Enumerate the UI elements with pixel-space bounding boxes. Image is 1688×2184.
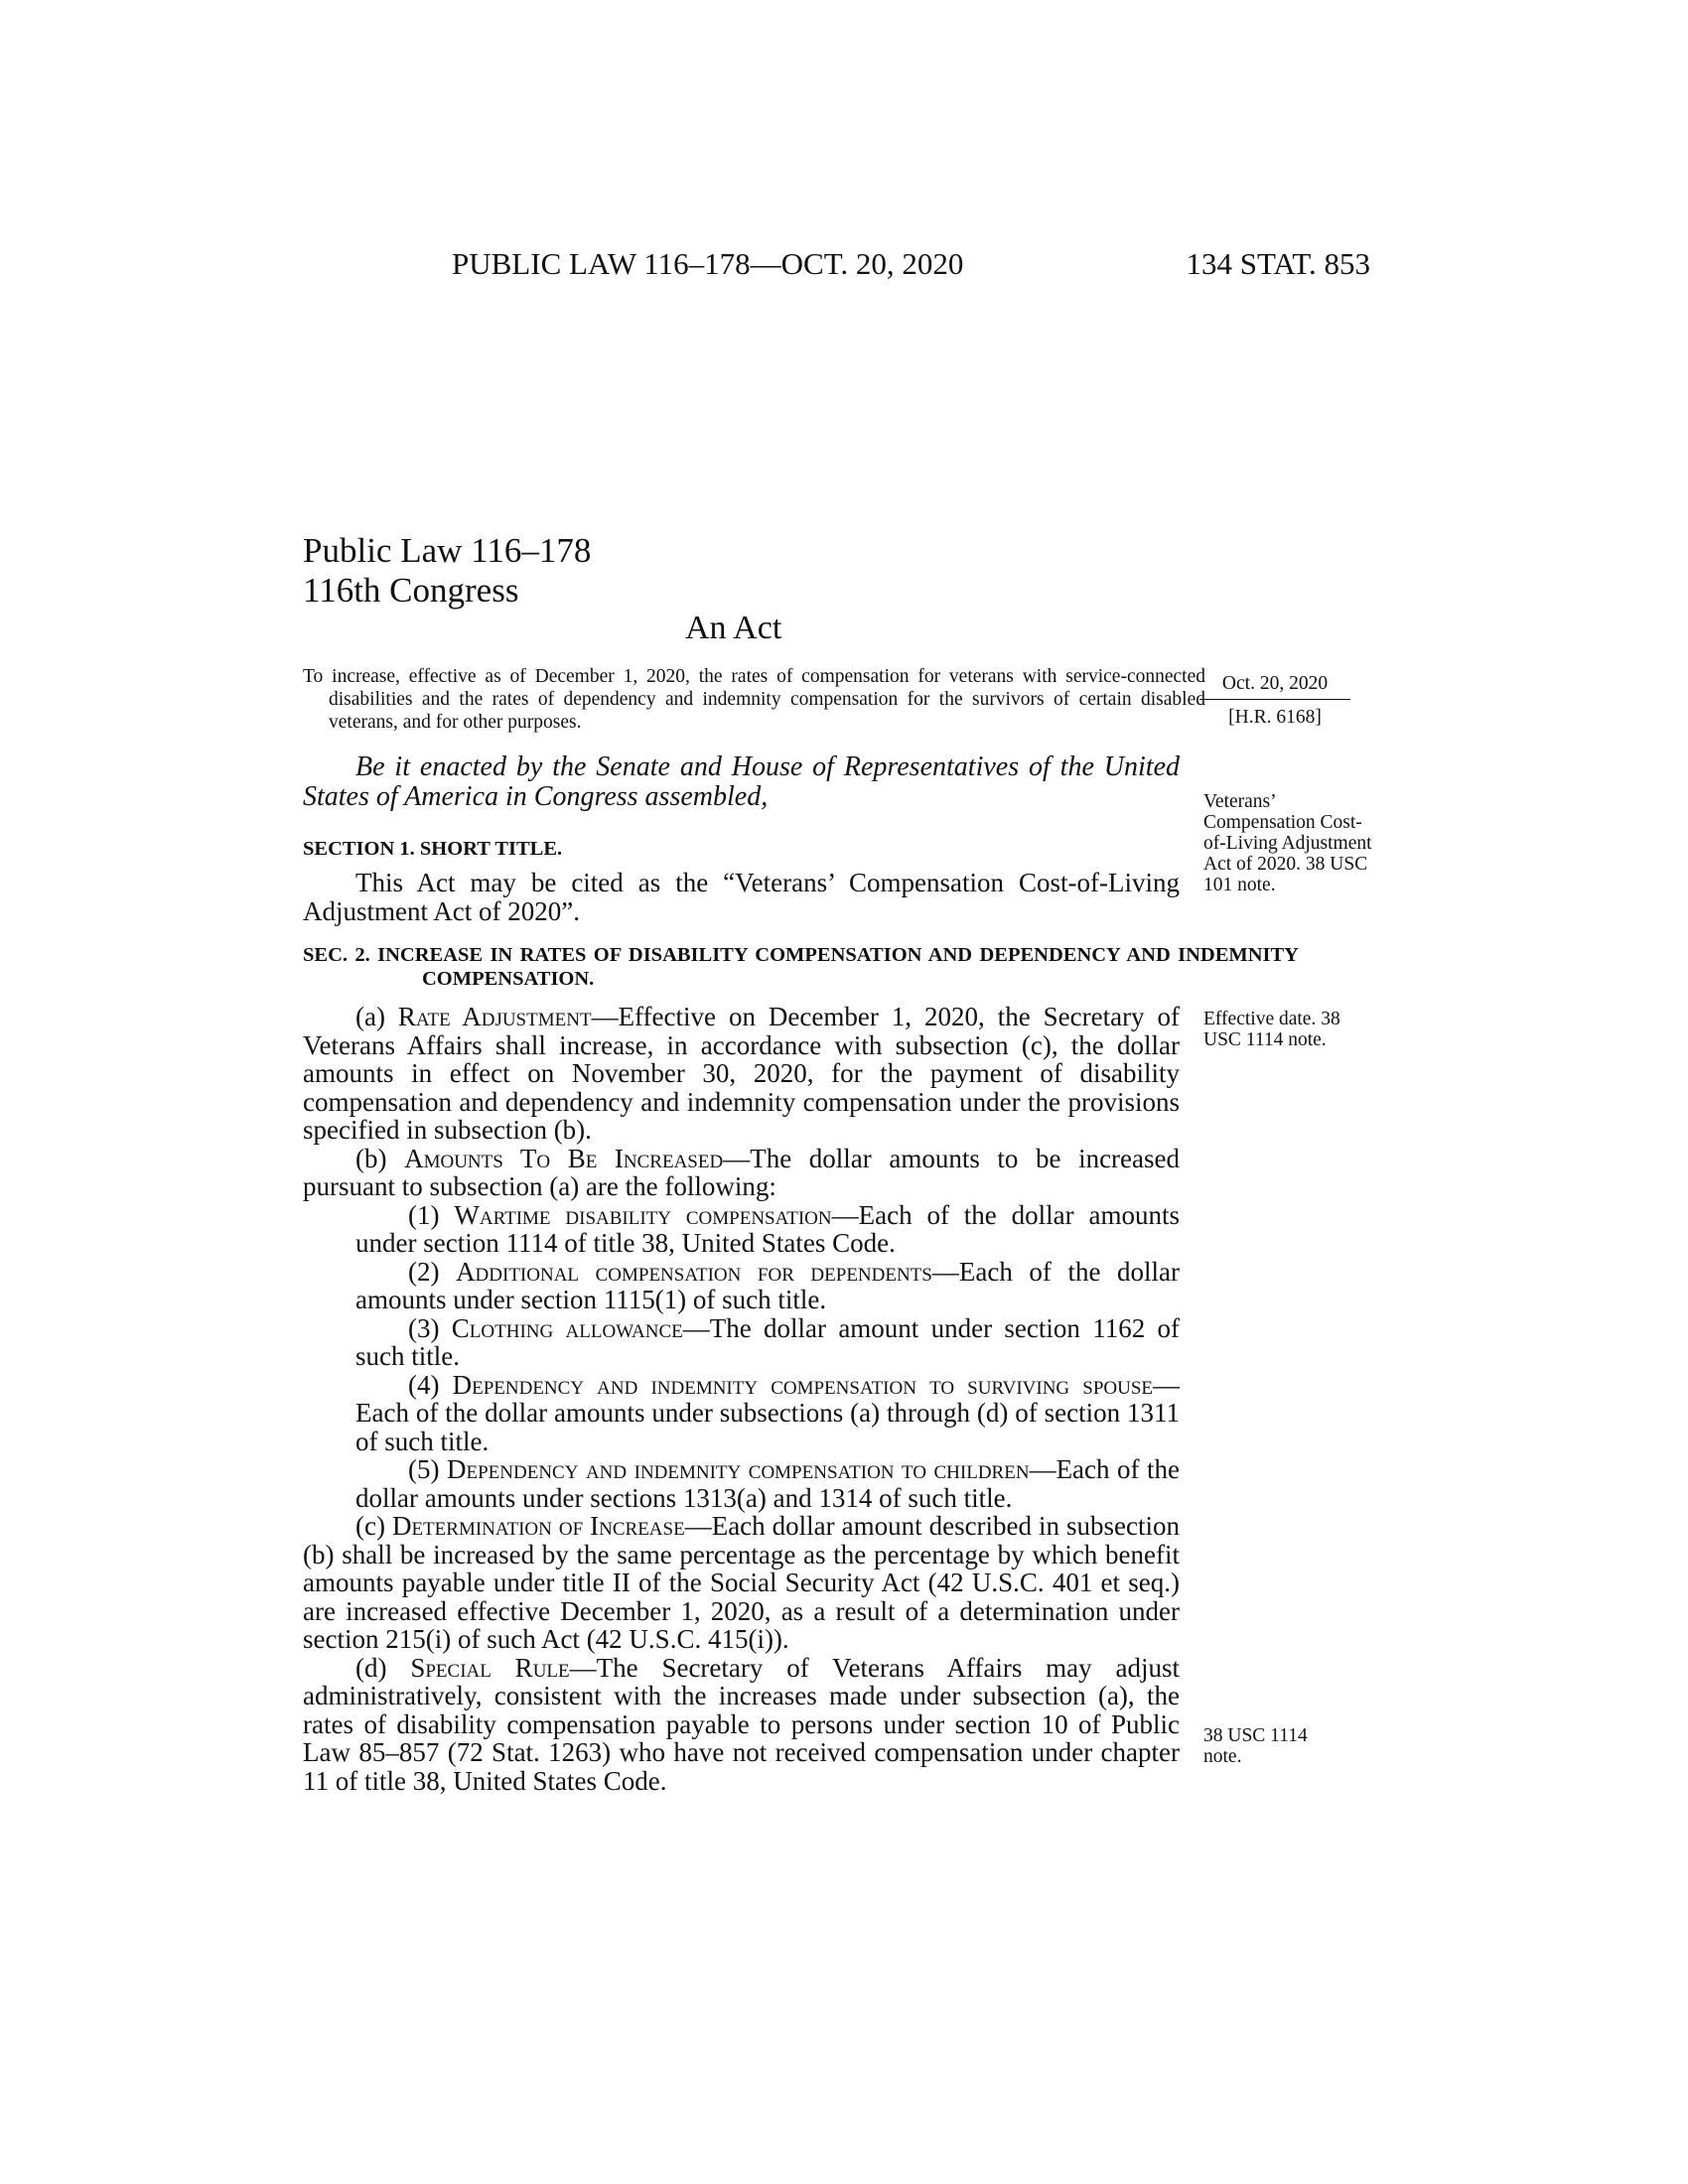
title-block — [303, 531, 591, 611]
subsection-a-heading: Rate Adjustment — [397, 1002, 592, 1031]
enactment-date-block — [1199, 673, 1350, 729]
section-2-heading: SEC. 2. INCREASE IN RATES OF DISABILITY COMPENSATION AND DEPENDENCY AND INDEMNITY COMPENSATION. — [303, 944, 1299, 990]
bill-number: [H.R. 6168] — [1228, 707, 1322, 728]
margin-note-effective-date: Effective date. 38 USC 1114 note. — [1203, 1009, 1340, 1050]
subsection-c: (c) Determination of Increase—Each dollar amount described in subsection (b) shall be increased by the same percentage as the percentage by which benefit amounts payable under title II of the Social Security Act (42 U.S.C. 401 et seq.) are increased effective December 1, 2020, as a result of a determination under section 215(i) of such Act (42 U.S.C. 415(i)). — [303, 1511, 1180, 1654]
subsection-c-heading: Determination of Increase — [391, 1511, 685, 1541]
paragraph-5: (5) Dependency and indemnity compensation to children—Each of the dollar amounts under sections 1313(a) and 1314 of such title. — [355, 1454, 1181, 1513]
congress-number: 116th Congress — [303, 571, 519, 610]
subsection-d-heading: Special Rule — [410, 1652, 570, 1683]
paragraph-2: (2) Additional compensation for dependents—Each of the dollar amounts under section 1115(1) of such title. — [355, 1256, 1181, 1314]
enacting-clause: Be it enacted by the Senate and House of Representatives of the United States of America in Congress assembled, — [303, 751, 1180, 812]
subsection-a: (a) Rate Adjustment—Effective on December 1, 2020, the Secretary of Veterans Affairs shall increase, in accordance with subsection (c), the dollar amounts in effect on November 30, 2020, for the payment of disability compensation and dependency and indemnity compensation under the provisions specified in subsection (b). — [303, 1002, 1181, 1145]
purpose-clause: To increase, effective as of December 1, 2020, the rates of compensation for veterans with service-connected disabilities and the rates of dependency and indemnity compensation for the survivors of certain disabled veterans, and for other purposes. — [303, 666, 1205, 733]
section-1-text: This Act may be cited as the “Veterans’ Compensation Cost-of-Living Adjustment Act of 2020”. — [303, 868, 1180, 926]
paragraph-3: (3) Clothing allowance—The dollar amount under section 1162 of such title. — [355, 1312, 1180, 1371]
section-2-body — [303, 1003, 1180, 1795]
header-citation: PUBLIC LAW 116–178—OCT. 20, 2020 — [452, 246, 964, 281]
subsection-b-heading: Amounts To Be Increased — [404, 1143, 724, 1173]
section-1-text-block — [303, 869, 1180, 925]
law-number: Public Law 116–178 — [303, 531, 592, 570]
margin-note-short-title: Veterans’ Compensation Cost-of-Living Adjustment Act of 2020. 38 USC 101 note. — [1203, 791, 1372, 895]
paragraph-4: (4) Dependency and indemnity compensation to surviving spouse—Each of the dollar amounts under subsections (a) through (d) of section 1311 of such title. — [355, 1369, 1181, 1456]
subsection-d: (d) Special Rule—The Secretary of Veterans Affairs may adjust administratively, consistent with the increases made under subsection (a), the rates of disability compensation payable to persons under section 10 of Public Law 85–857 (72 Stat. 1263) who have not received compensation under chapter 11 of title 38, United States Code. — [303, 1652, 1180, 1796]
paragraph-1: (1) Wartime disability compensation—Each of the dollar amounts under section 1114 of title 38, United States Code. — [355, 1199, 1180, 1258]
section-1-heading: SECTION 1. SHORT TITLE. — [303, 838, 563, 860]
margin-note-special-rule: 38 USC 1114 note. — [1203, 1725, 1308, 1767]
subsection-b: (b) Amounts To Be Increased—The dollar amounts to be increased pursuant to subsection (a) are the following: — [303, 1143, 1181, 1201]
act-heading: An Act — [685, 610, 782, 646]
header-page-number: 134 STAT. 853 — [1186, 246, 1370, 281]
enactment-date: Oct. 20, 2020 — [1199, 673, 1350, 700]
